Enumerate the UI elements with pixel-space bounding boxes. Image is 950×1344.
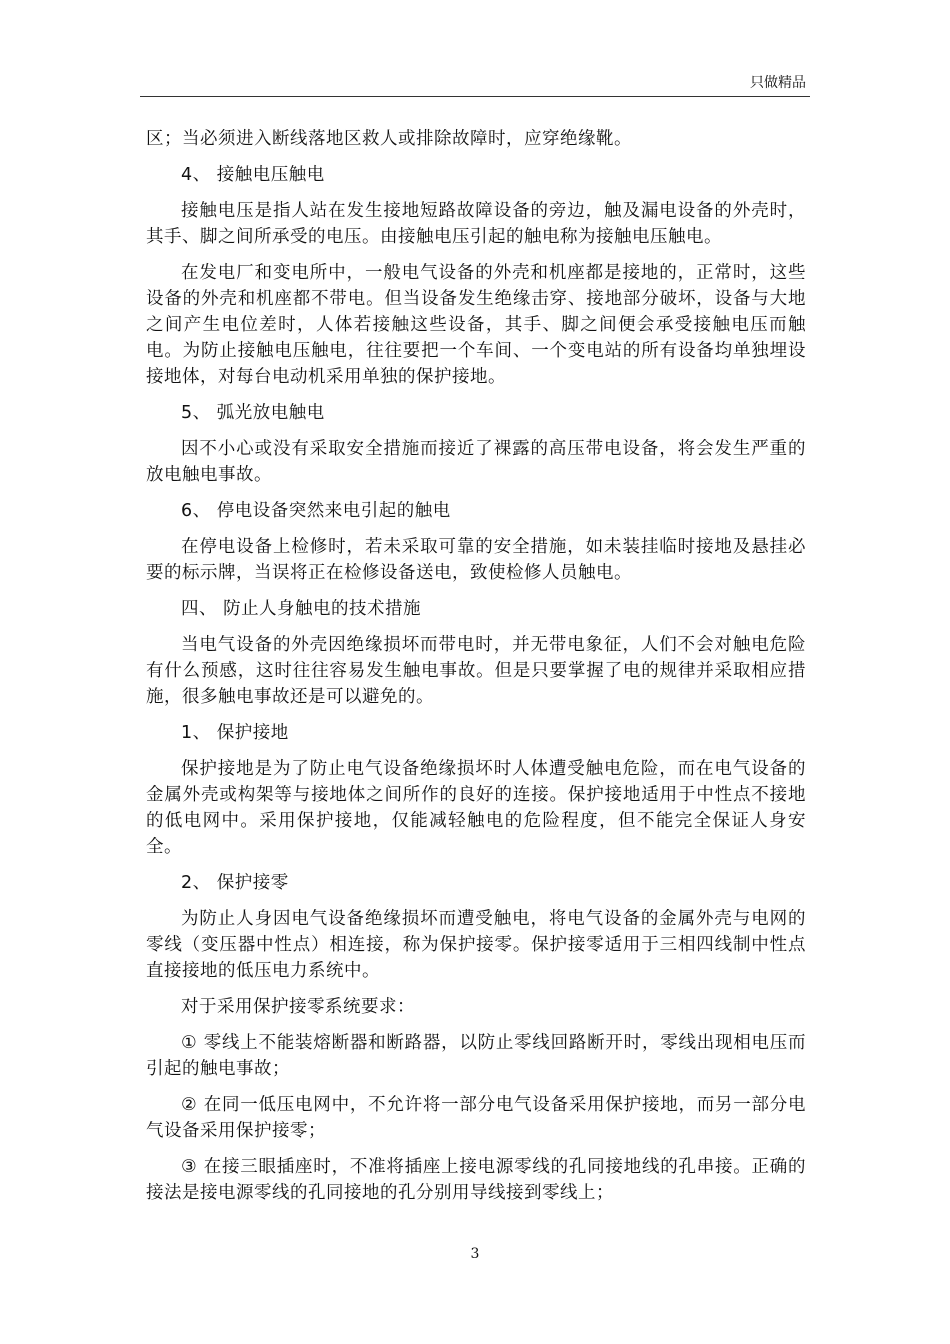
page-header: 只做精品 <box>750 75 806 91</box>
header-divider <box>140 96 810 97</box>
body-paragraph: 在停电设备上检修时，若未采取可靠的安全措施，如未装挂临时接地及悬挂必要的标示牌，当误将正在检修设备送电，致使检修人员触电。 <box>146 537 806 583</box>
section-heading: 6、 停电设备突然来电引起的触电 <box>181 501 451 521</box>
section-heading: 四、 防止人身触电的技术措施 <box>181 599 422 619</box>
body-paragraph: 区；当必须进入断线落地区救人或排除故障时，应穿绝缘靴。 <box>146 129 632 149</box>
body-paragraph: ② 在同一低压电网中，不允许将一部分电气设备采用保护接地，而另一部分电气设备采用保护接零； <box>146 1095 806 1141</box>
document-body <box>146 126 806 1216</box>
body-paragraph: 保护接地是为了防止电气设备绝缘损坏时人体遭受触电危险，而在电气设备的金属外壳或构架等与接地体之间所作的良好的连接。保护接地适用于中性点不接地的低电网中。采用保护接地，仅能减轻触电的危险程度，但不能完全保证人身安全。 <box>146 759 806 857</box>
body-paragraph: 为防止人身因电气设备绝缘损坏而遭受触电，将电气设备的金属外壳与电网的零线（变压器中性点）相连接，称为保护接零。保护接零适用于三相四线制中性点直接接地的低压电力系统中。 <box>146 909 806 981</box>
body-paragraph: 因不小心或没有采取安全措施而接近了裸露的高压带电设备，将会发生严重的放电触电事故。 <box>146 439 806 485</box>
page-number: 3 <box>470 1246 480 1262</box>
body-paragraph: 当电气设备的外壳因绝缘损坏而带电时，并无带电象征，人们不会对触电危险有什么预感，这时往往容易发生触电事故。但是只要掌握了电的规律并采取相应措施，很多触电事故还是可以避免的。 <box>146 635 806 707</box>
section-heading: 4、 接触电压触电 <box>181 165 325 185</box>
body-paragraph: 对于采用保护接零系统要求： <box>181 997 415 1017</box>
body-paragraph: ① 零线上不能装熔断器和断路器，以防止零线回路断开时，零线出现相电压而引起的触电事故； <box>146 1033 806 1079</box>
section-heading: 5、 弧光放电触电 <box>181 403 325 423</box>
body-paragraph: 接触电压是指人站在发生接地短路故障设备的旁边，触及漏电设备的外壳时，其手、脚之间所承受的电压。由接触电压引起的触电称为接触电压触电。 <box>146 201 806 247</box>
section-heading: 1、 保护接地 <box>181 723 289 743</box>
body-paragraph: 在发电厂和变电所中，一般电气设备的外壳和机座都是接地的，正常时，这些设备的外壳和机座都不带电。但当设备发生绝缘击穿、接地部分破坏，设备与大地之间产生电位差时，人体若接触这些设备，其手、脚之间便会承受接触电压而触电。为防止接触电压触电，往往要把一个车间、一个变电站的所有设备均单独埋设接地体，对每台电动机采用单独的保护接地。 <box>146 263 806 387</box>
body-paragraph: ③ 在接三眼插座时，不准将插座上接电源零线的孔同接地线的孔串接。正确的接法是接电源零线的孔同接地的孔分别用导线接到零线上； <box>146 1157 806 1203</box>
section-heading: 2、 保护接零 <box>181 873 289 893</box>
